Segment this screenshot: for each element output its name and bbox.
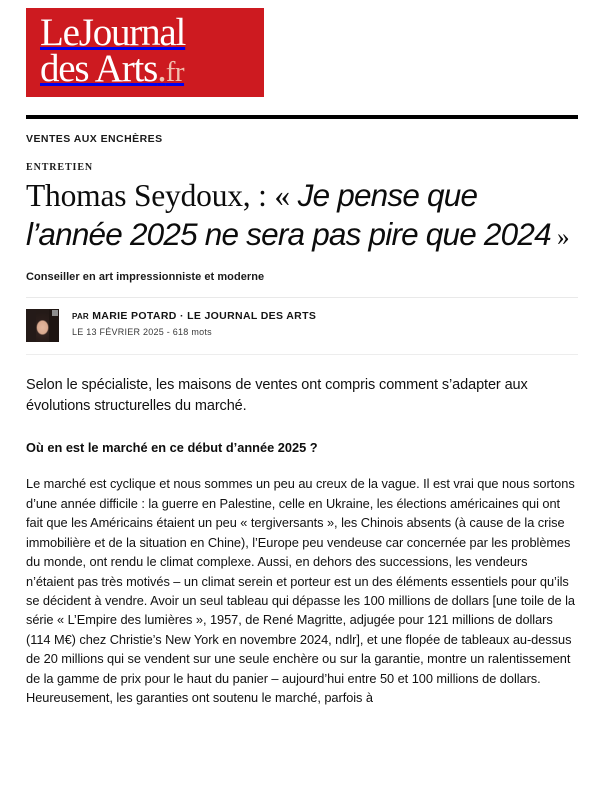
byline-author[interactable]: MARIE POTARD · LE JOURNAL DES ARTS bbox=[92, 310, 317, 323]
page-title bbox=[26, 176, 578, 255]
article-paragraph bbox=[26, 474, 578, 707]
avatar-corner-mark bbox=[52, 310, 58, 316]
avatar bbox=[26, 309, 59, 342]
headline-prefix: Thomas Seydoux, : « bbox=[26, 177, 298, 213]
section-kicker[interactable]: VENTES AUX ENCHÈRES bbox=[26, 132, 163, 145]
byline-prefix: PAR bbox=[72, 312, 89, 322]
site-logo[interactable] bbox=[26, 8, 264, 97]
interview-question: Où en est le marché en ce début d’année 2025 ? bbox=[26, 440, 318, 456]
article-standfirst: Conseiller en art impressionniste et moderne bbox=[26, 271, 265, 284]
byline-divider-bottom bbox=[26, 354, 578, 355]
byline bbox=[26, 298, 578, 354]
masthead bbox=[0, 0, 600, 97]
byline-date: LE 13 FÉVRIER 2025 - 618 bbox=[72, 327, 189, 338]
article-lede: Selon le spécialiste, les maisons de ventes ont compris comment s’adapter aux évolutions structurelles du marché. bbox=[26, 377, 528, 415]
byline-wordcount-unit: mots bbox=[191, 327, 212, 338]
byline-meta-line bbox=[72, 327, 316, 337]
logo-line-2-text: des Arts bbox=[40, 47, 158, 91]
masthead-divider bbox=[26, 115, 578, 119]
logo-tld: fr bbox=[165, 56, 185, 89]
byline-author-line bbox=[72, 310, 316, 322]
logo-dot: . bbox=[157, 47, 166, 91]
article-body bbox=[0, 133, 600, 708]
byline-text bbox=[72, 309, 316, 337]
logo-line-2 bbox=[40, 47, 250, 91]
article-paragraph-text: Le marché est cyclique et nous sommes un peu au creux de la vague. Il est vrai que nous sortons d’une année difficile : la guerre en Palestine, celle en Ukraine, les élections américaines qui ont fait que les Américains étaient un peu « tergiversants », les Chinois absents (à cause de la crise immobilière et de la situation en Chine), l’Europe peu vendeuse car concernée par les problèmes du monde, ont rendu le climat complexe. Aussi, en dehors des successions, les vendeurs n’étaient pas très motivés – un climat serein et porteur est un des éléments essentiels pour qu’ils se décident à vendre. Avoir un seul tableau qui dépasse les 100 millions de dollars [une toile de la série « L’Empire des lumières », 1957, de René Magritte, adjugée pour 121 millions de dollars (114 M€) chez Christie’s New York en novembre 2024, ndlr], et une flopée de tableaux au-dessus de 20 millions qui se vendent sur une seule enchère ou sur la garantie, montre un ralentissement de la gamme de prix pour le haut du panier – aujourd’hui entre 50 et 100 millions de dollars. Heureusement, les garanties ont soutenu le marché, parfois à bbox=[26, 476, 575, 706]
logo-line-1: LeJournal bbox=[40, 11, 186, 54]
headline-quote: Je pense que l’année 2025 ne sera pas pire que 2024 bbox=[26, 176, 551, 252]
headline-guillemet-close: » bbox=[550, 223, 570, 251]
avatar-hair-left bbox=[26, 309, 36, 342]
article-genre-label: ENTRETIEN bbox=[26, 161, 94, 173]
